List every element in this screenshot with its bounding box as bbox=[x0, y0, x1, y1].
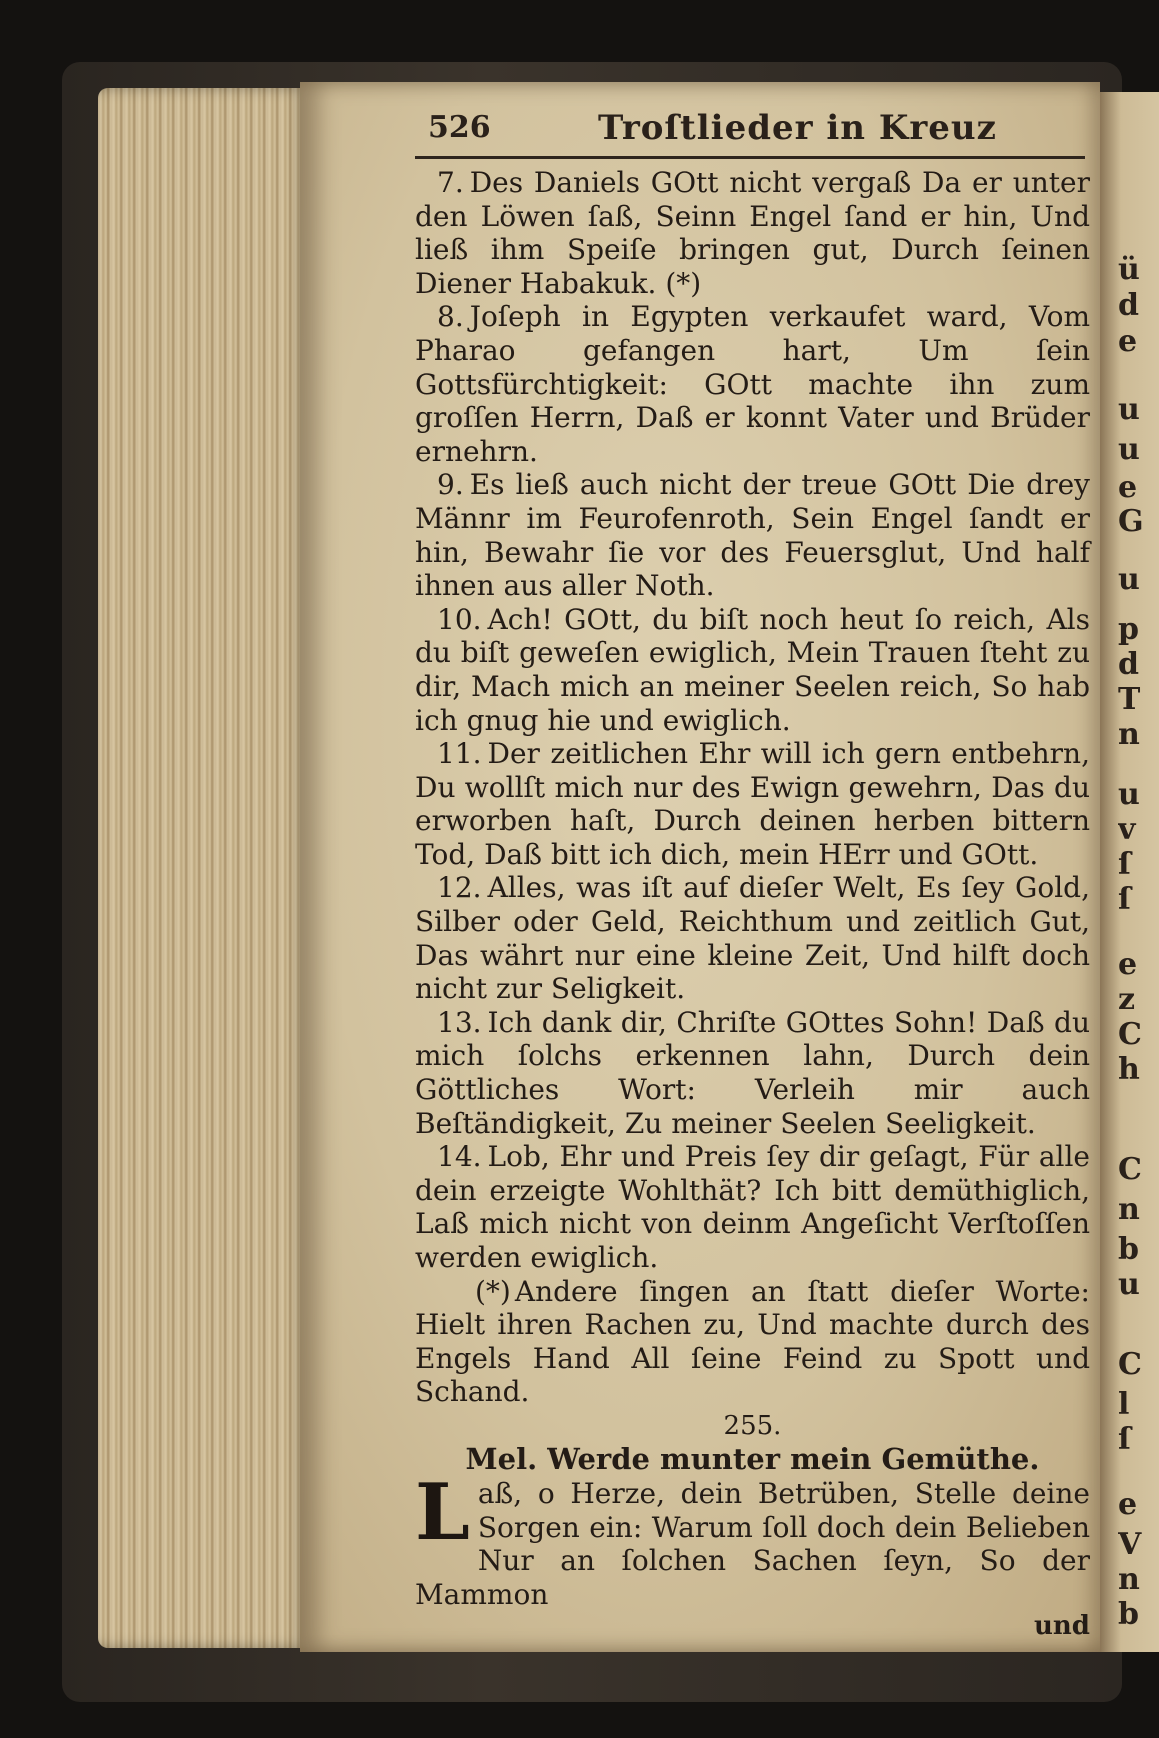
page-body bbox=[415, 166, 1090, 1641]
stanza-text: Des Daniels GOtt nicht vergaß Da er unter den Löwen ſaß, Seinn Engel ſand er hin, Und ließ ihm Speiſe bringen gut, Durch ſeinen Diener Habakuk. (*) bbox=[415, 166, 1090, 300]
facing-fragment: e bbox=[1118, 470, 1138, 504]
facing-fragment: C bbox=[1118, 1017, 1142, 1051]
facing-fragment: G bbox=[1118, 504, 1144, 538]
facing-fragment: b bbox=[1118, 1232, 1139, 1266]
facing-fragment: e bbox=[1118, 324, 1138, 358]
stanza-text: Es ließ auch nicht der treue GOtt Die drey Männr im Feurofenroth, Sein Engel ſandt er hin, Bewahr ſie vor des Feuersglut, Und half ihnen aus aller Noth. bbox=[415, 468, 1090, 603]
stanza-9 bbox=[415, 468, 1090, 602]
facing-fragment: d bbox=[1118, 647, 1139, 681]
facing-fragment: v bbox=[1118, 812, 1136, 846]
hymn-first-stanza-text: aß, o Herze, dein Betrüben, Stelle deine Sorgen ein: Warum ſoll doch dein Belieben Nur an ſolchen Sachen ſeyn, So der Mammon bbox=[415, 1476, 1090, 1611]
facing-fragment: u bbox=[1118, 562, 1140, 596]
facing-fragment: C bbox=[1118, 1347, 1142, 1381]
facing-fragment: d bbox=[1118, 288, 1139, 322]
stanza-number: 12. bbox=[437, 871, 482, 905]
facing-fragment: C bbox=[1118, 1152, 1142, 1186]
running-title: Troſtlieder in Kreuz bbox=[598, 108, 997, 148]
hymn-number: 255. bbox=[723, 1410, 782, 1441]
stanza-text: Ich dank dir, Chriſte GOttes Sohn! Daß du mich ſolchs erkennen lahn, Durch dein Göttliches Wort: Verleih mir auch Beſtändigkeit, Zu meiner Seelen Seeligkeit. bbox=[415, 1005, 1090, 1140]
drop-cap: L bbox=[415, 1466, 470, 1558]
facing-fragment: z bbox=[1118, 982, 1136, 1016]
facing-fragment: h bbox=[1118, 1052, 1140, 1086]
catchword: und bbox=[1034, 1611, 1090, 1642]
page-edges bbox=[98, 88, 308, 1648]
stanza-number: 7. bbox=[437, 166, 464, 199]
stanza-text: Joſeph in Egypten verkaufet ward, Vom Pharao gefangen hart, Um ſein Gottsfürchtigkeit: GOtt machte ihn zum groſſen Herrn, Daß er konnt Vater und Brüder ernehrn. bbox=[415, 300, 1090, 468]
hymn-first-stanza bbox=[415, 1466, 1090, 1611]
stanza-7 bbox=[415, 166, 1090, 300]
facing-fragment: u bbox=[1118, 392, 1140, 426]
header-rule bbox=[415, 156, 1085, 159]
facing-fragment: u bbox=[1118, 432, 1140, 466]
footnote bbox=[415, 1275, 1090, 1409]
facing-fragment: e bbox=[1118, 947, 1138, 981]
facing-fragment: u bbox=[1118, 1267, 1140, 1301]
page-number: 526 bbox=[428, 110, 491, 145]
stanza-number: 9. bbox=[437, 468, 464, 502]
stanza-number: 13. bbox=[437, 1005, 482, 1039]
stanza-number: 11. bbox=[437, 737, 482, 771]
stanza-number: 8. bbox=[437, 300, 464, 334]
stanza-number: 10. bbox=[437, 602, 482, 636]
facing-fragment: V bbox=[1118, 1527, 1142, 1561]
footnote-marker: (*) bbox=[475, 1274, 511, 1308]
facing-fragment: n bbox=[1118, 1192, 1140, 1226]
facing-fragment: ſ bbox=[1118, 847, 1131, 881]
facing-fragment: p bbox=[1118, 612, 1139, 646]
stanza-text: Ach! GOtt, du biſt noch heut ſo reich, Als du biſt geweſen ewiglich, Mein Trauen ſteht zu dir, Mach mich an meiner Seelen reich, So hab ich gnug hie und ewiglich. bbox=[415, 602, 1090, 737]
facing-fragment: ſ bbox=[1118, 882, 1131, 916]
facing-fragment: n bbox=[1118, 1562, 1140, 1596]
facing-fragment: l bbox=[1118, 1387, 1130, 1421]
facing-fragment: n bbox=[1118, 717, 1140, 751]
page-header bbox=[428, 108, 1068, 152]
stanza-8 bbox=[415, 300, 1090, 468]
facing-fragment: u bbox=[1118, 777, 1140, 811]
footnote-text: Andere ſingen an ſtatt dieſer Worte: Hielt ihren Rachen zu, Und machte durch des Engels Hand All ſeine Feind zu Spott und Schand. bbox=[415, 1274, 1090, 1409]
stanza-text: Der zeitlichen Ehr will ich gern entbehrn, Du wollſt mich nur des Ewign gewehrn, Das du erworben haſt, Durch deinen herben bittern Tod, Daß bitt ich dich, mein HErr und GOtt. bbox=[415, 737, 1090, 871]
stanza-11 bbox=[415, 737, 1090, 871]
stanza-12 bbox=[415, 871, 1090, 1005]
facing-fragment: ſ bbox=[1118, 1422, 1131, 1456]
facing-fragment: b bbox=[1118, 1597, 1139, 1631]
facing-fragment: T bbox=[1118, 682, 1141, 716]
stanza-14 bbox=[415, 1140, 1090, 1274]
stanza-text: Alles, was iſt auf dieſer Welt, Es ſey Gold, Silber oder Geld, Reichthum und zeitlich Gut, Das währt nur eine kleine Zeit, Und hilft doch nicht zur Seligkeit. bbox=[415, 871, 1090, 1006]
stanza-number: 14. bbox=[437, 1140, 482, 1174]
stanza-text: Lob, Ehr und Preis ſey dir geſagt, Für alle dein erzeigte Wohlthät? Ich bitt demüthiglich, Laß mich nicht von deinm Angeſicht Verſtoſſen werden ewiglich. bbox=[415, 1140, 1090, 1274]
melody-line: Mel. Werde munter mein Gemüthe. bbox=[465, 1441, 1040, 1476]
stanza-10 bbox=[415, 603, 1090, 737]
facing-fragment: ü bbox=[1118, 252, 1140, 286]
facing-fragment: e bbox=[1118, 1487, 1138, 1521]
facing-page-edge bbox=[1100, 92, 1159, 1652]
stanza-13 bbox=[415, 1006, 1090, 1140]
